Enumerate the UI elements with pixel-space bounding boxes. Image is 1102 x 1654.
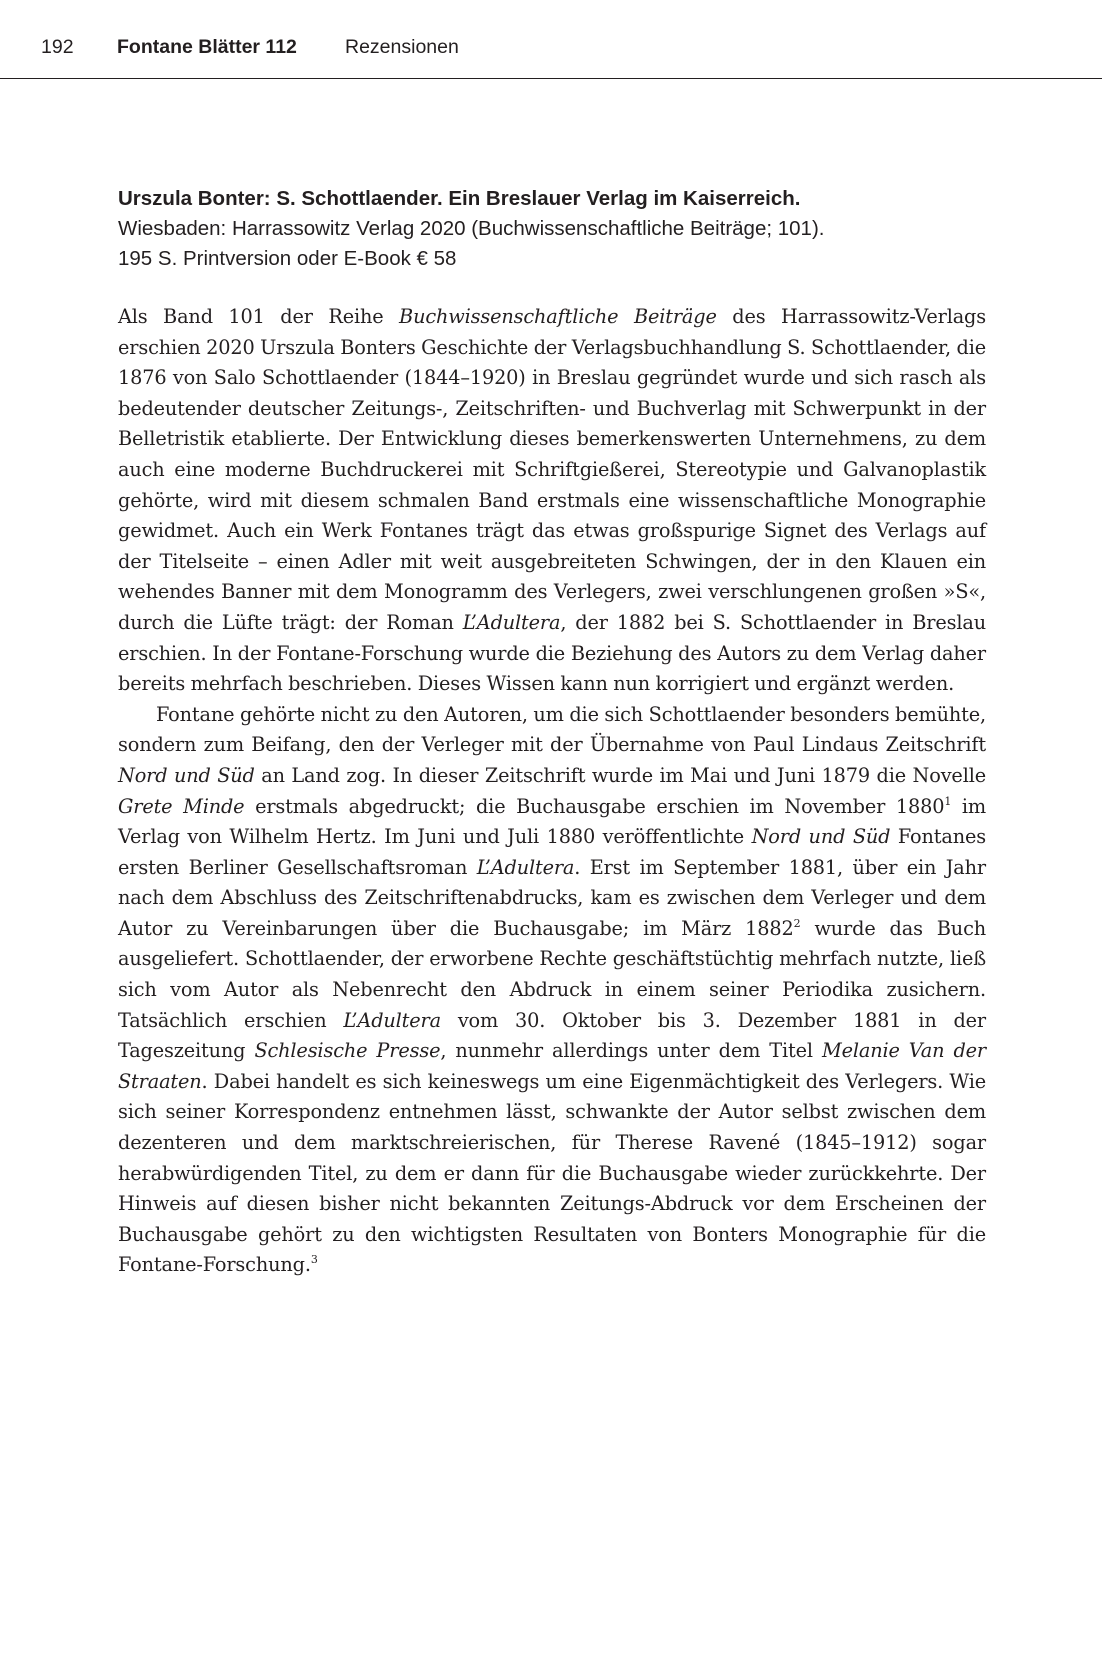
footnote-ref-3: 3 [310, 1253, 318, 1267]
text-run: . Erst im September 1881, über ein Jahr nach dem Abschluss des Zeitschriftenabdrucks, kam es zwischen dem Verleger und dem Autor zu Vereinbarungen über die Buchausgabe; im März 1882 [118, 855, 986, 940]
paragraph-1 [118, 302, 986, 700]
text-run: an Land zog. In dieser Zeitschrift wurde im Mai und Juni 1879 die Novelle [254, 763, 986, 787]
text-run: erstmals abgedruckt; die Buchausgabe erschien im November 1880 [244, 794, 945, 818]
publication-info: Wiesbaden: Harrassowitz Verlag 2020 (Buchwissenschaftliche Beiträge; 101). [118, 217, 825, 240]
newspaper-name: Schlesische Presse [254, 1039, 441, 1063]
section-title: Rezensionen [345, 36, 459, 58]
paragraph-2 [118, 700, 986, 1281]
text-run: Fontanes ersten Berliner Gesellschaftsroman [118, 825, 986, 879]
text-run: , der 1882 bei S. Schottlaender in Breslau erschien. In der Fontane-Forschung wurde die Beziehung des Autors zu dem Verlag daher bereits mehrfach beschrieben. Dieses Wissen kann nun korrigiert und ergänzt werden. [118, 610, 986, 696]
text-run: . Dabei handelt es sich keineswegs um eine Eigenmächtigkeit des Verlegers. Wie sich seiner Korrespondenz entnehmen lässt, schwankte der Autor selbst zwischen dem dezenteren und dem marktschreierischen, für Therese Ravené (1845–1912) sogar herabwürdigenden Titel, zu dem er dann für die Buchausgabe wieder zurückkehrte. Der Hinweis auf diesen bisher nicht bekannten Zeitungs-Abdruck vor dem Erscheinen der Buchausgabe gehört zu den wichtigsten Resultaten von Bonters Monographie für die Fontane-Forschung. [118, 1069, 986, 1277]
footnote-ref-1: 1 [944, 794, 952, 808]
text-run: des Harrassowitz-Verlags erschien 2020 Urszula Bonters Geschichte der Verlagsbuchhandlung S. Schottlaender, die 1876 von Salo Schottlaender (1844–1920) in Breslau gegründet wurde und sich rasch als bedeutender deutscher Zeitungs-, Zeitschriften- und Buchverlag mit Schwerpunkt in der Belletristik etablierte. Der Entwicklung dieses bemerkenswerten Unternehmens, zu dem auch eine moderne Buchdruckerei mit Schriftgießerei, Stereotypie und Galvanoplastik gehörte, wird mit diesem schmalen Band erstmals eine wissenschaftliche Monographie gewidmet. Auch ein Werk Fontanes trägt das etwas großspurige Signet des Verlags auf der Titelseite – einen Adler mit weit ausgebreiteten Schwingen, der in den Klauen ein wehendes Banner mit dem Monogramm des Verlegers, zwei verschlungenen großen »S«, durch die Lüfte trägt: der Roman [118, 305, 986, 634]
book-details: 195 S. Printversion oder E-Book € 58 [118, 247, 457, 270]
novel-title: L’Adultera [343, 1008, 441, 1032]
journal-name: Nord und Süd [751, 825, 891, 849]
page-number: 192 [41, 36, 74, 58]
text-run: Als Band 101 der Reihe [118, 305, 400, 328]
journal-title: Fontane Blätter 112 [117, 36, 297, 58]
text-run: , nunmehr allerdings unter dem Titel [440, 1039, 822, 1063]
footnote-ref-2: 2 [793, 916, 801, 930]
alternate-title: Melanie Van der Straaten [118, 1039, 986, 1093]
text-run: wurde das Buch ausgeliefert. Schottlaender, der erworbene Rechte geschäftstüchtig mehrfach nutzte, ließ sich vom Autor als Nebenrecht den Abdruck in einem seiner Periodika zusichern. Tatsächlich erschien [118, 916, 986, 1032]
text-run: Fontane gehörte nicht zu den Autoren, um die sich Schottlaender besonders bemühte, sondern zum Beifang, den der Verleger mit der Übernahme von Paul Lindaus Zeitschrift [118, 702, 986, 757]
running-head [0, 0, 1102, 79]
journal-name: Nord und Süd [118, 763, 255, 787]
review-citation [118, 184, 988, 274]
review-body [118, 302, 986, 1281]
novel-title: L’Adultera [476, 855, 575, 879]
text-run: im Verlag von Wilhelm Hertz. Im Juni und Juli 1880 veröffentlichte [118, 794, 987, 849]
text-run: vom 30. Oktober bis 3. Dezember 1881 in der Tageszeitung [118, 1008, 986, 1063]
novella-title: Grete Minde [118, 794, 245, 818]
reviewed-book-title: Urszula Bonter: S. Schottlaender. Ein Breslauer Verlag im Kaiserreich. [118, 187, 801, 210]
series-title: Buchwissenschaftliche Beiträge [399, 305, 717, 328]
novel-title: L’Adultera [462, 610, 561, 634]
